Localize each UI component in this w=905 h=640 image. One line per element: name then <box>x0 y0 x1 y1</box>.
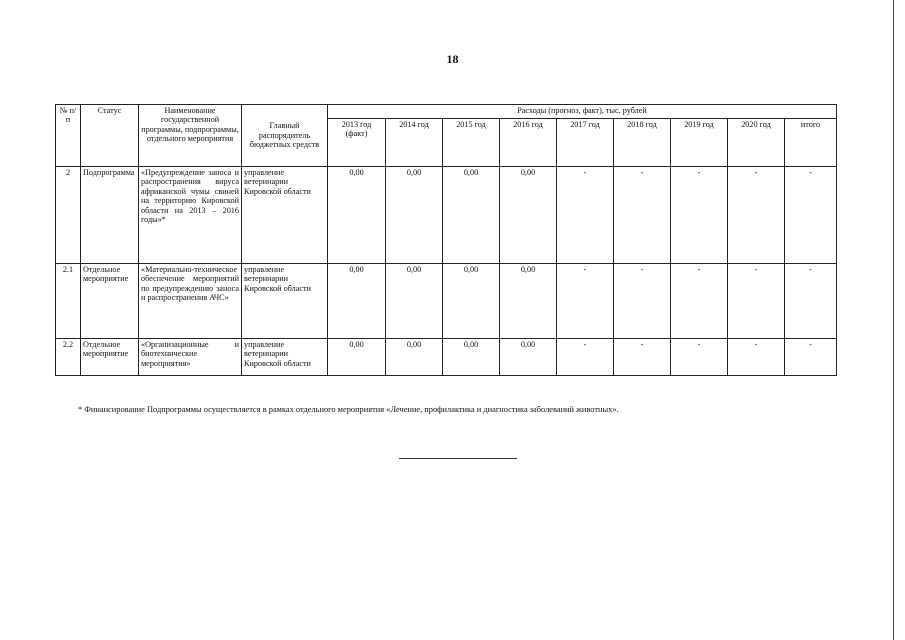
header-year-2016: 2016 год <box>500 119 557 167</box>
header-year-2018: 2018 год <box>614 119 671 167</box>
value-cell: - <box>671 167 728 264</box>
value-cell: 0,00 <box>386 264 443 339</box>
separator-line <box>399 458 517 459</box>
value-cell: - <box>728 167 785 264</box>
value-cell: - <box>728 339 785 376</box>
expenses-table <box>55 104 837 376</box>
header-year-2015: 2015 год <box>443 119 500 167</box>
row-status: Отдельное мероприятие <box>81 264 139 339</box>
page-edge-line <box>893 0 894 640</box>
header-year-2013: 2013 год (факт) <box>328 119 386 167</box>
row-admin: управление ветеринарии Кировской области <box>242 167 328 264</box>
value-cell: - <box>557 339 614 376</box>
value-cell: - <box>785 264 837 339</box>
row-name: «Организационные и биотехнические мероприятия» <box>139 339 242 376</box>
value-cell: - <box>614 339 671 376</box>
value-cell: 0,00 <box>328 264 386 339</box>
row-number: 2 <box>56 167 81 264</box>
value-cell: 0,00 <box>386 167 443 264</box>
row-status: Подпрограмма <box>81 167 139 264</box>
footnote: * Финансирование Подпрограммы осуществляется в рамках отдельного мероприятия «Лечение, профилактика и диагностика заболеваний животных». <box>78 405 619 414</box>
header-year-2017: 2017 год <box>557 119 614 167</box>
value-cell: 0,00 <box>500 339 557 376</box>
value-cell: 0,00 <box>500 264 557 339</box>
value-cell: 0,00 <box>386 339 443 376</box>
table-row <box>56 264 837 339</box>
value-cell: 0,00 <box>328 167 386 264</box>
value-cell: - <box>785 167 837 264</box>
header-admin: Главный распорядитель бюджетных средств <box>242 105 328 167</box>
value-cell: - <box>785 339 837 376</box>
value-cell: - <box>614 264 671 339</box>
header-name: Наименование государственной программы, подпрограммы, отдельного мероприятия <box>139 105 242 167</box>
value-cell: 0,00 <box>443 167 500 264</box>
value-cell: 0,00 <box>443 339 500 376</box>
header-total: итого <box>785 119 837 167</box>
value-cell: - <box>557 264 614 339</box>
value-cell: 0,00 <box>328 339 386 376</box>
value-cell: - <box>614 167 671 264</box>
table-row <box>56 167 837 264</box>
header-year-2014: 2014 год <box>386 119 443 167</box>
value-cell: - <box>557 167 614 264</box>
row-status: Отдельное мероприятие <box>81 339 139 376</box>
value-cell: - <box>728 264 785 339</box>
header-status: Статус <box>81 105 139 167</box>
row-name: «Предупреждение заноса и распространения вируса африканской чумы свиней на территорию Кировской области на 2013 – 2016 годы»* <box>139 167 242 264</box>
header-expenses: Расходы (прогноз, факт), тыс. рублей <box>328 105 837 119</box>
value-cell: - <box>671 264 728 339</box>
row-name: «Материально-техническое обеспечение мероприятий по предупреждению заноса и распространения АЧС» <box>139 264 242 339</box>
value-cell: 0,00 <box>443 264 500 339</box>
header-year-2020: 2020 год <box>728 119 785 167</box>
page-number: 18 <box>446 52 459 66</box>
row-admin: управление ветеринарии Кировской области <box>242 339 328 376</box>
table-row <box>56 339 837 376</box>
row-number: 2.2 <box>56 339 81 376</box>
header-year-2019: 2019 год <box>671 119 728 167</box>
row-number: 2.1 <box>56 264 81 339</box>
value-cell: 0,00 <box>500 167 557 264</box>
value-cell: - <box>671 339 728 376</box>
row-admin: управление ветеринарии Кировской области <box>242 264 328 339</box>
header-number: № п/п <box>56 105 81 167</box>
